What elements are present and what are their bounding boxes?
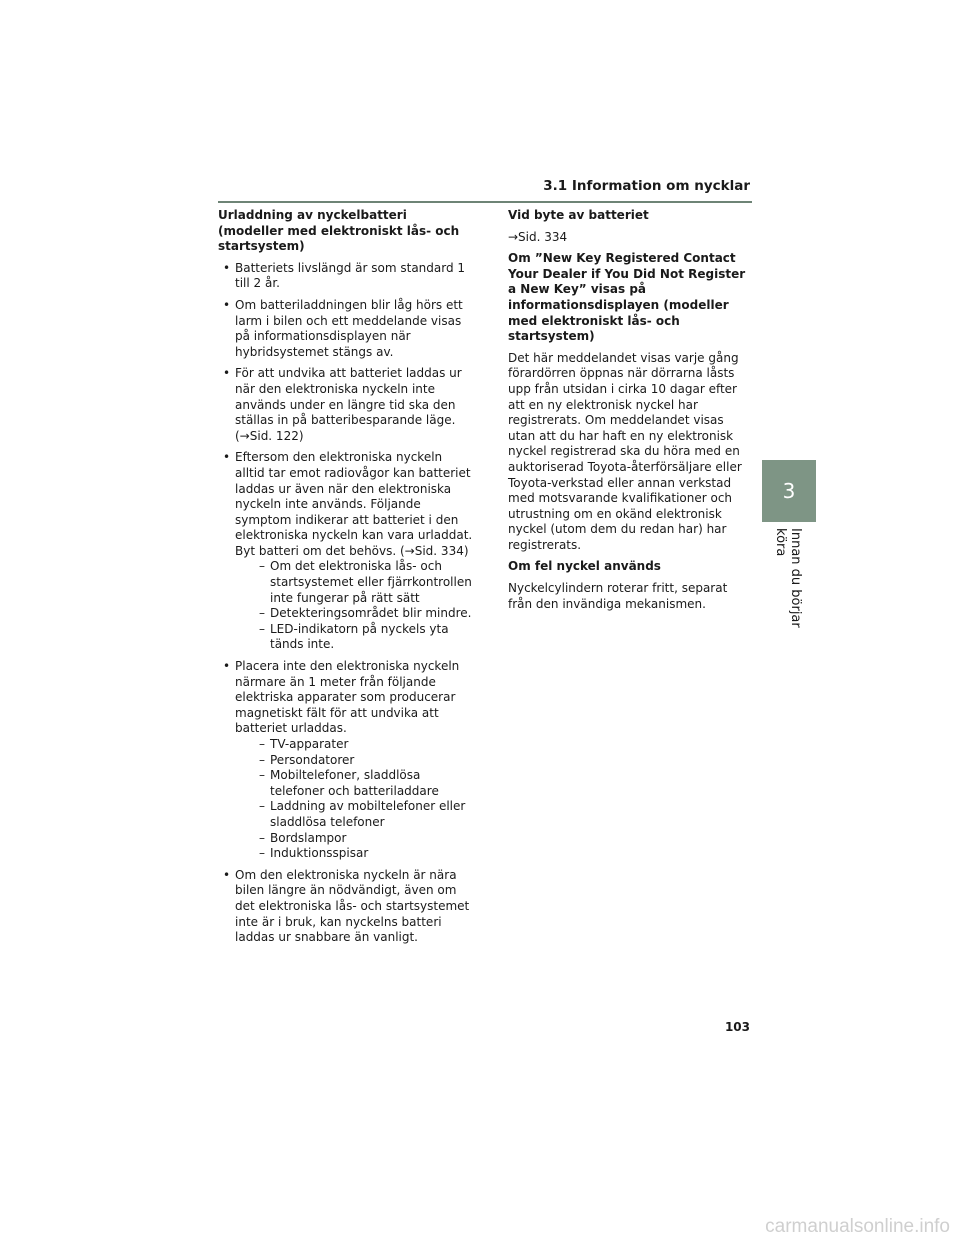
list-item: • För att undvika att batteriet laddas ur när den elektroniska nyckeln inte används under en längre tid ska den ställas in på batteribesparande läge. (→Sid. 122)	[218, 366, 474, 444]
wrong-key-heading: Om fel nyckel används	[508, 559, 661, 574]
watermark: carmanualsonline.info	[765, 1216, 950, 1237]
list-item-text: Placera inte den elektroniska nyckeln närmare än 1 meter från följande elektriska apparater som producerar magnetiskt fält för att undvika att batteriet urladdas.	[235, 659, 460, 736]
list-item-devices	[218, 659, 474, 862]
sub-list-item: – Laddning av mobiltelefoner eller sladdlösa telefoner	[235, 799, 474, 830]
sub-list-item: – Persondatorer	[235, 753, 474, 769]
section-header: 3.1 Information om nycklar	[543, 178, 750, 194]
battery-discharge-heading: Urladdning av nyckelbatteri (modeller med elektroniskt lås- och startsystem)	[218, 208, 460, 254]
list-item: • Batteriets livslängd är som standard 1 till 2 år.	[218, 261, 474, 292]
sub-list-item: – Mobiltelefoner, sladdlösa telefoner och batteriladdare	[235, 768, 474, 799]
header-divider	[218, 201, 752, 203]
chapter-tab-number: 3	[762, 460, 816, 522]
list-item: • Om batteriladdningen blir låg hörs ett larm i bilen och ett meddelande visas på informationsdisplayen när hybridsystemet stängs av.	[218, 298, 474, 360]
sub-list-item: – TV-apparater	[235, 737, 474, 753]
battery-replacement-heading: Vid byte av batteriet	[508, 208, 649, 222]
sub-list-item: – Induktionsspisar	[235, 846, 474, 862]
list-item-text: Eftersom den elektroniska nyckeln alltid tar emot radiovågor kan batteriet laddas ur även när den elektroniska nyckeln inte används. Följande symptom indikerar att batteriet i den elektroniska nyckeln kan vara urladdat. Byt batteri om det behövs. (→Sid. 334)	[235, 450, 473, 558]
sub-list-item: – Bordslampor	[235, 831, 474, 847]
sub-list-item: – Detekteringsområdet blir mindre.	[235, 606, 474, 622]
sub-list-item: – Om det elektroniska lås- och startsystemet eller fjärrkontrollen inte fungerar på rätt sätt	[235, 559, 474, 606]
chapter-tab-label: Innan du börjar köra	[773, 528, 803, 628]
right-column	[508, 208, 752, 618]
left-column	[218, 208, 474, 952]
page-reference: →Sid. 334	[508, 229, 568, 244]
new-key-message-text: Det här meddelandet visas varje gång förardörren öppnas när dörrarna låsts upp från utsidan i cirka 10 dagar efter att en ny elektronisk nyckel har registrerats. Om meddelandet visas utan att du har haft en ny elektronisk nyckel registrerad ska du höra med en auktoriserad Toyota-återförsäljare eller Toyota-verkstad eller annan verkstad med motsvarande kvalifikationer och utrustning om en okänd elektronisk nyckel (utom dem du redan har) har registrerats.	[508, 350, 742, 552]
page-number: 103	[724, 1020, 750, 1034]
sub-list-item: – LED-indikatorn på nyckels yta tänds inte.	[235, 622, 474, 653]
list-item: • Om den elektroniska nyckeln är nära bilen längre än nödvändigt, även om det elektroniska lås- och startsystemet inte är i bruk, kan nyckelns batteri laddas ur snabbare än vanligt.	[218, 868, 474, 946]
wrong-key-text: Nyckelcylindern roterar fritt, separat från den invändiga mekanismen.	[508, 581, 728, 611]
list-item-symptoms	[218, 450, 474, 653]
new-key-message-heading: Om ”New Key Registered Contact Your Dealer if You Did Not Register a New Key” visas på informationsdisplayen (modeller med elektroniskt lås- och startsystem)	[508, 251, 746, 344]
